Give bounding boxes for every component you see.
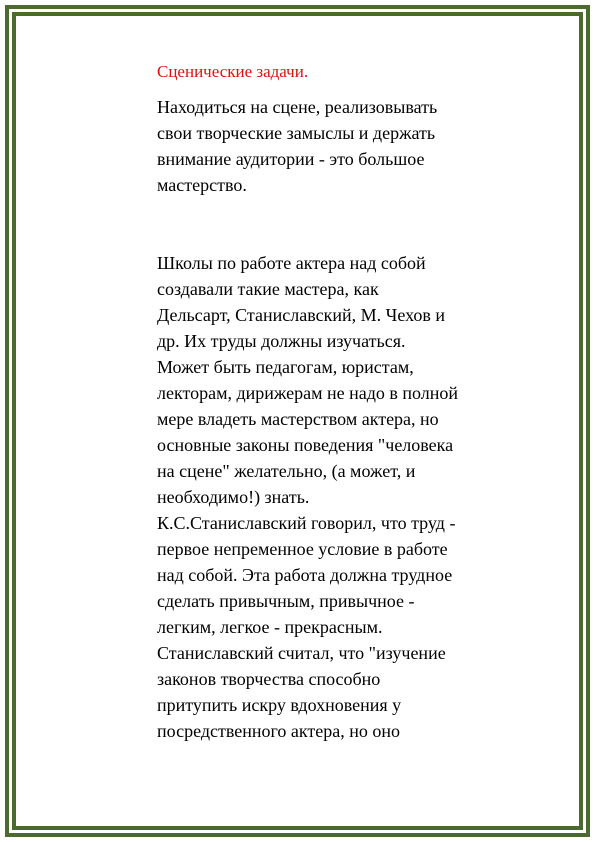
document-body — [157, 60, 507, 744]
paragraph-intro: Находиться на сцене, реализовывать свои творческие замыслы и держать внимание аудитории - это большое мастерство. — [157, 97, 438, 195]
document-title: Сценические задачи. — [157, 62, 309, 81]
paragraph-schools: Школы по работе актера над собой создавали такие мастера, как Дельсарт, Станиславский, М. Чехов и др. Их труды должны изучаться. Может быть педагогам, юристам, лекторам, дирижерам не надо в полной мере владеть мастерством актера, но основные законы поведения "человека на сцене" желательно, (а может, и необходимо!) знать. К.С.Станиславский говорил, что труд - первое непременное условие в работе над собой. Эта работа должна трудное сделать привычным, привычное - легким, легкое - прекрасным. Станиславский считал, что "изучение законов творчества способно притупить искру вдохновения у посредственного актера, но оно — [157, 253, 459, 741]
